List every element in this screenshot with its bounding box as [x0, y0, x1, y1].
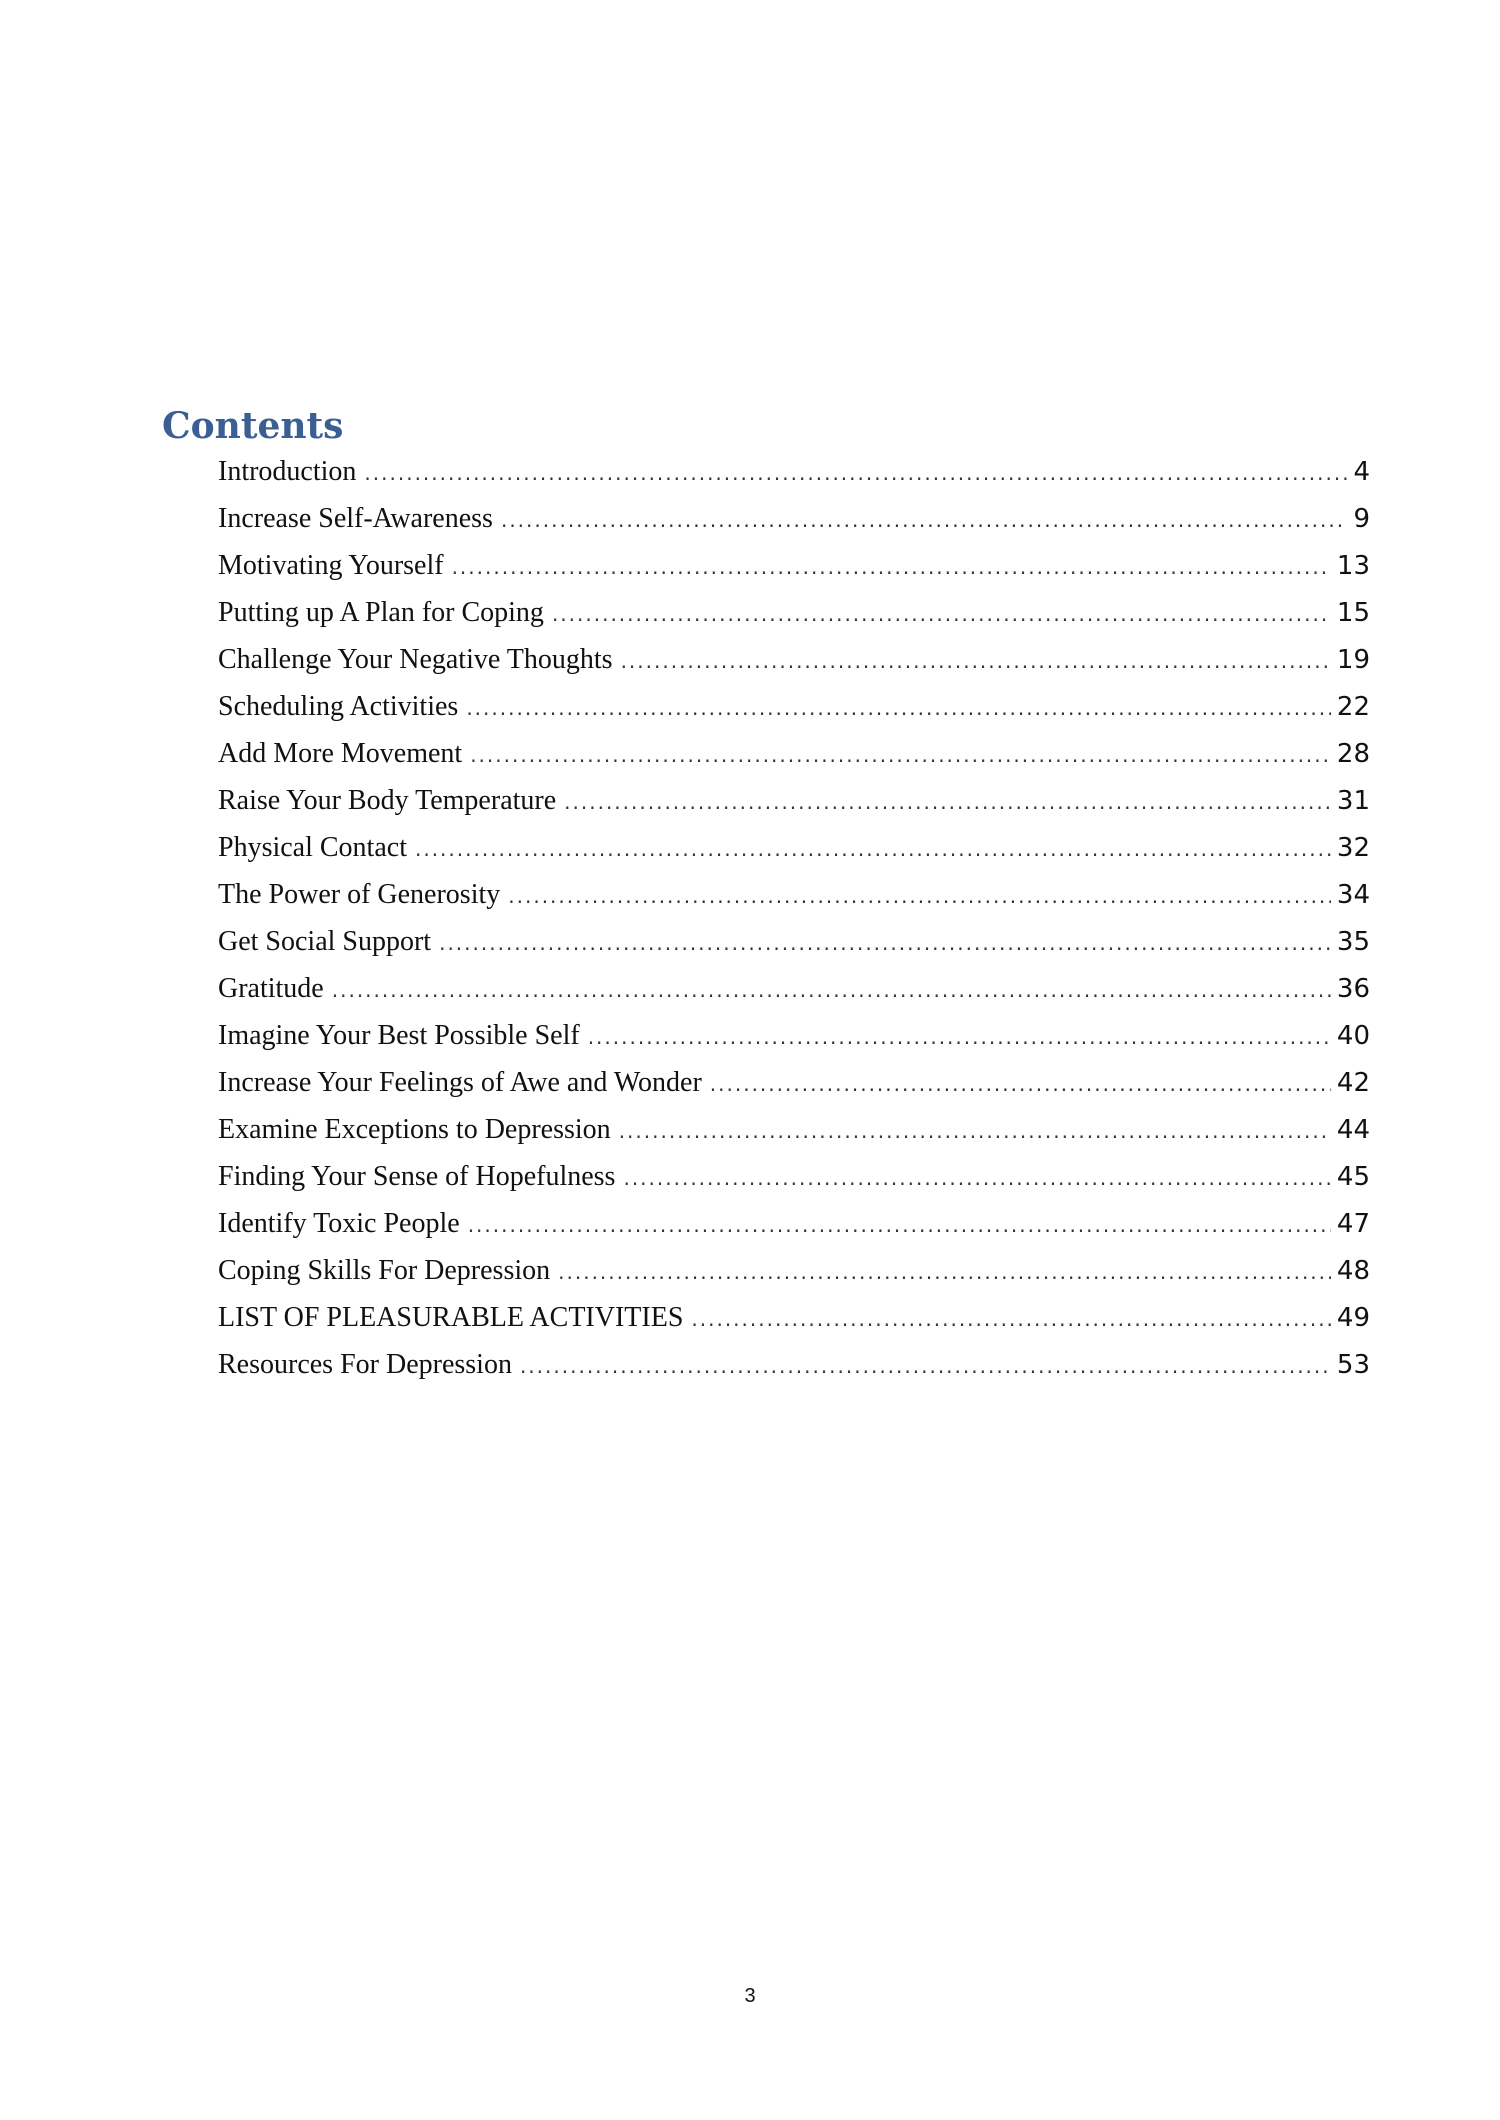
toc-entry[interactable]	[218, 734, 1370, 781]
toc-entry-title: Challenge Your Negative Thoughts	[218, 644, 613, 675]
page-number: 3	[744, 1985, 756, 2007]
toc-entry-title: Add More Movement	[218, 738, 463, 769]
toc-entry-page: 49	[1336, 1303, 1370, 1333]
toc-entry-page: 40	[1336, 1021, 1370, 1051]
toc-entry[interactable]	[218, 1204, 1370, 1251]
toc-entry-title: Resources For Depression	[218, 1349, 512, 1380]
toc-entry-page: 42	[1336, 1068, 1370, 1098]
toc-entry-title: Scheduling Activities	[218, 691, 459, 722]
toc-entry[interactable]	[218, 1157, 1370, 1204]
toc-leader-dots	[691, 1299, 1331, 1339]
toc-leader-dots	[439, 923, 1331, 963]
toc-entry-title: Imagine Your Best Possible Self	[218, 1020, 580, 1051]
toc-entry[interactable]	[218, 1345, 1370, 1392]
toc-leader-dots	[501, 500, 1347, 540]
toc-entry[interactable]	[218, 593, 1370, 640]
toc-entry-page: 13	[1336, 551, 1370, 581]
toc-entry-page: 28	[1336, 739, 1370, 769]
toc-entry-page: 22	[1336, 692, 1370, 722]
toc-entry-title: Introduction	[218, 456, 357, 487]
toc-entry-page: 48	[1336, 1256, 1370, 1286]
toc-list	[218, 452, 1370, 1392]
toc-entry-page: 45	[1336, 1162, 1370, 1192]
toc-entry[interactable]	[218, 781, 1370, 828]
toc-entry[interactable]	[218, 922, 1370, 969]
toc-entry[interactable]	[218, 969, 1370, 1016]
toc-entry-title: The Power of Generosity	[218, 879, 501, 910]
toc-leader-dots	[415, 829, 1331, 869]
toc-entry-title: Identify Toxic People	[218, 1208, 460, 1239]
toc-entry-page: 19	[1336, 645, 1370, 675]
toc-leader-dots	[623, 1158, 1330, 1198]
toc-leader-dots	[564, 782, 1331, 822]
toc-entry-title: Examine Exceptions to Depression	[218, 1114, 611, 1145]
toc-leader-dots	[470, 735, 1331, 775]
toc-entry-title: Physical Contact	[218, 832, 407, 863]
toc-entry-page: 31	[1336, 786, 1370, 816]
toc-entry-page: 9	[1353, 504, 1370, 534]
toc-entry[interactable]	[218, 546, 1370, 593]
toc-entry[interactable]	[218, 499, 1370, 546]
toc-entry[interactable]	[218, 1298, 1370, 1345]
toc-entry[interactable]	[218, 640, 1370, 687]
toc-leader-dots	[558, 1252, 1331, 1292]
toc-entry[interactable]	[218, 1016, 1370, 1063]
toc-leader-dots	[332, 970, 1331, 1010]
toc-entry-page: 36	[1336, 974, 1370, 1004]
toc-leader-dots	[619, 1111, 1331, 1151]
toc-entry-page: 15	[1336, 598, 1370, 628]
toc-entry[interactable]	[218, 687, 1370, 734]
toc-entry-title: LIST OF PLEASURABLE ACTIVITIES	[218, 1302, 684, 1333]
toc-entry-title: Gratitude	[218, 973, 324, 1004]
toc-entry-title: Get Social Support	[218, 926, 432, 957]
toc-leader-dots	[621, 641, 1331, 681]
toc-entry[interactable]	[218, 452, 1370, 499]
toc-entry-title: Increase Self-Awareness	[218, 503, 493, 534]
toc-leader-dots	[508, 876, 1331, 916]
toc-leader-dots	[364, 453, 1347, 493]
toc-entry-page: 34	[1336, 880, 1370, 910]
toc-entry-title: Putting up A Plan for Coping	[218, 597, 544, 628]
toc-leader-dots	[468, 1205, 1331, 1245]
toc-leader-dots	[466, 688, 1331, 728]
toc-entry[interactable]	[218, 1110, 1370, 1157]
toc-entry-page: 32	[1336, 833, 1370, 863]
toc-leader-dots	[552, 594, 1331, 634]
toc-heading: Contents	[162, 405, 344, 447]
toc-leader-dots	[520, 1346, 1331, 1386]
toc-entry-title: Raise Your Body Temperature	[218, 785, 557, 816]
toc-leader-dots	[452, 547, 1331, 587]
toc-entry-title: Coping Skills For Depression	[218, 1255, 551, 1286]
toc-leader-dots	[588, 1017, 1331, 1057]
toc-entry[interactable]	[218, 875, 1370, 922]
toc-entry-page: 35	[1336, 927, 1370, 957]
toc-entry-page: 4	[1353, 457, 1370, 487]
toc-entry[interactable]	[218, 1063, 1370, 1110]
toc-entry-title: Motivating Yourself	[218, 550, 444, 581]
toc-entry-page: 53	[1336, 1350, 1370, 1380]
toc-entry-page: 47	[1336, 1209, 1370, 1239]
toc-entry[interactable]	[218, 1251, 1370, 1298]
toc-leader-dots	[710, 1064, 1331, 1104]
toc-entry-page: 44	[1336, 1115, 1370, 1145]
toc-entry-title: Increase Your Feelings of Awe and Wonder	[218, 1067, 702, 1098]
toc-entry-title: Finding Your Sense of Hopefulness	[218, 1161, 616, 1192]
toc-entry[interactable]	[218, 828, 1370, 875]
